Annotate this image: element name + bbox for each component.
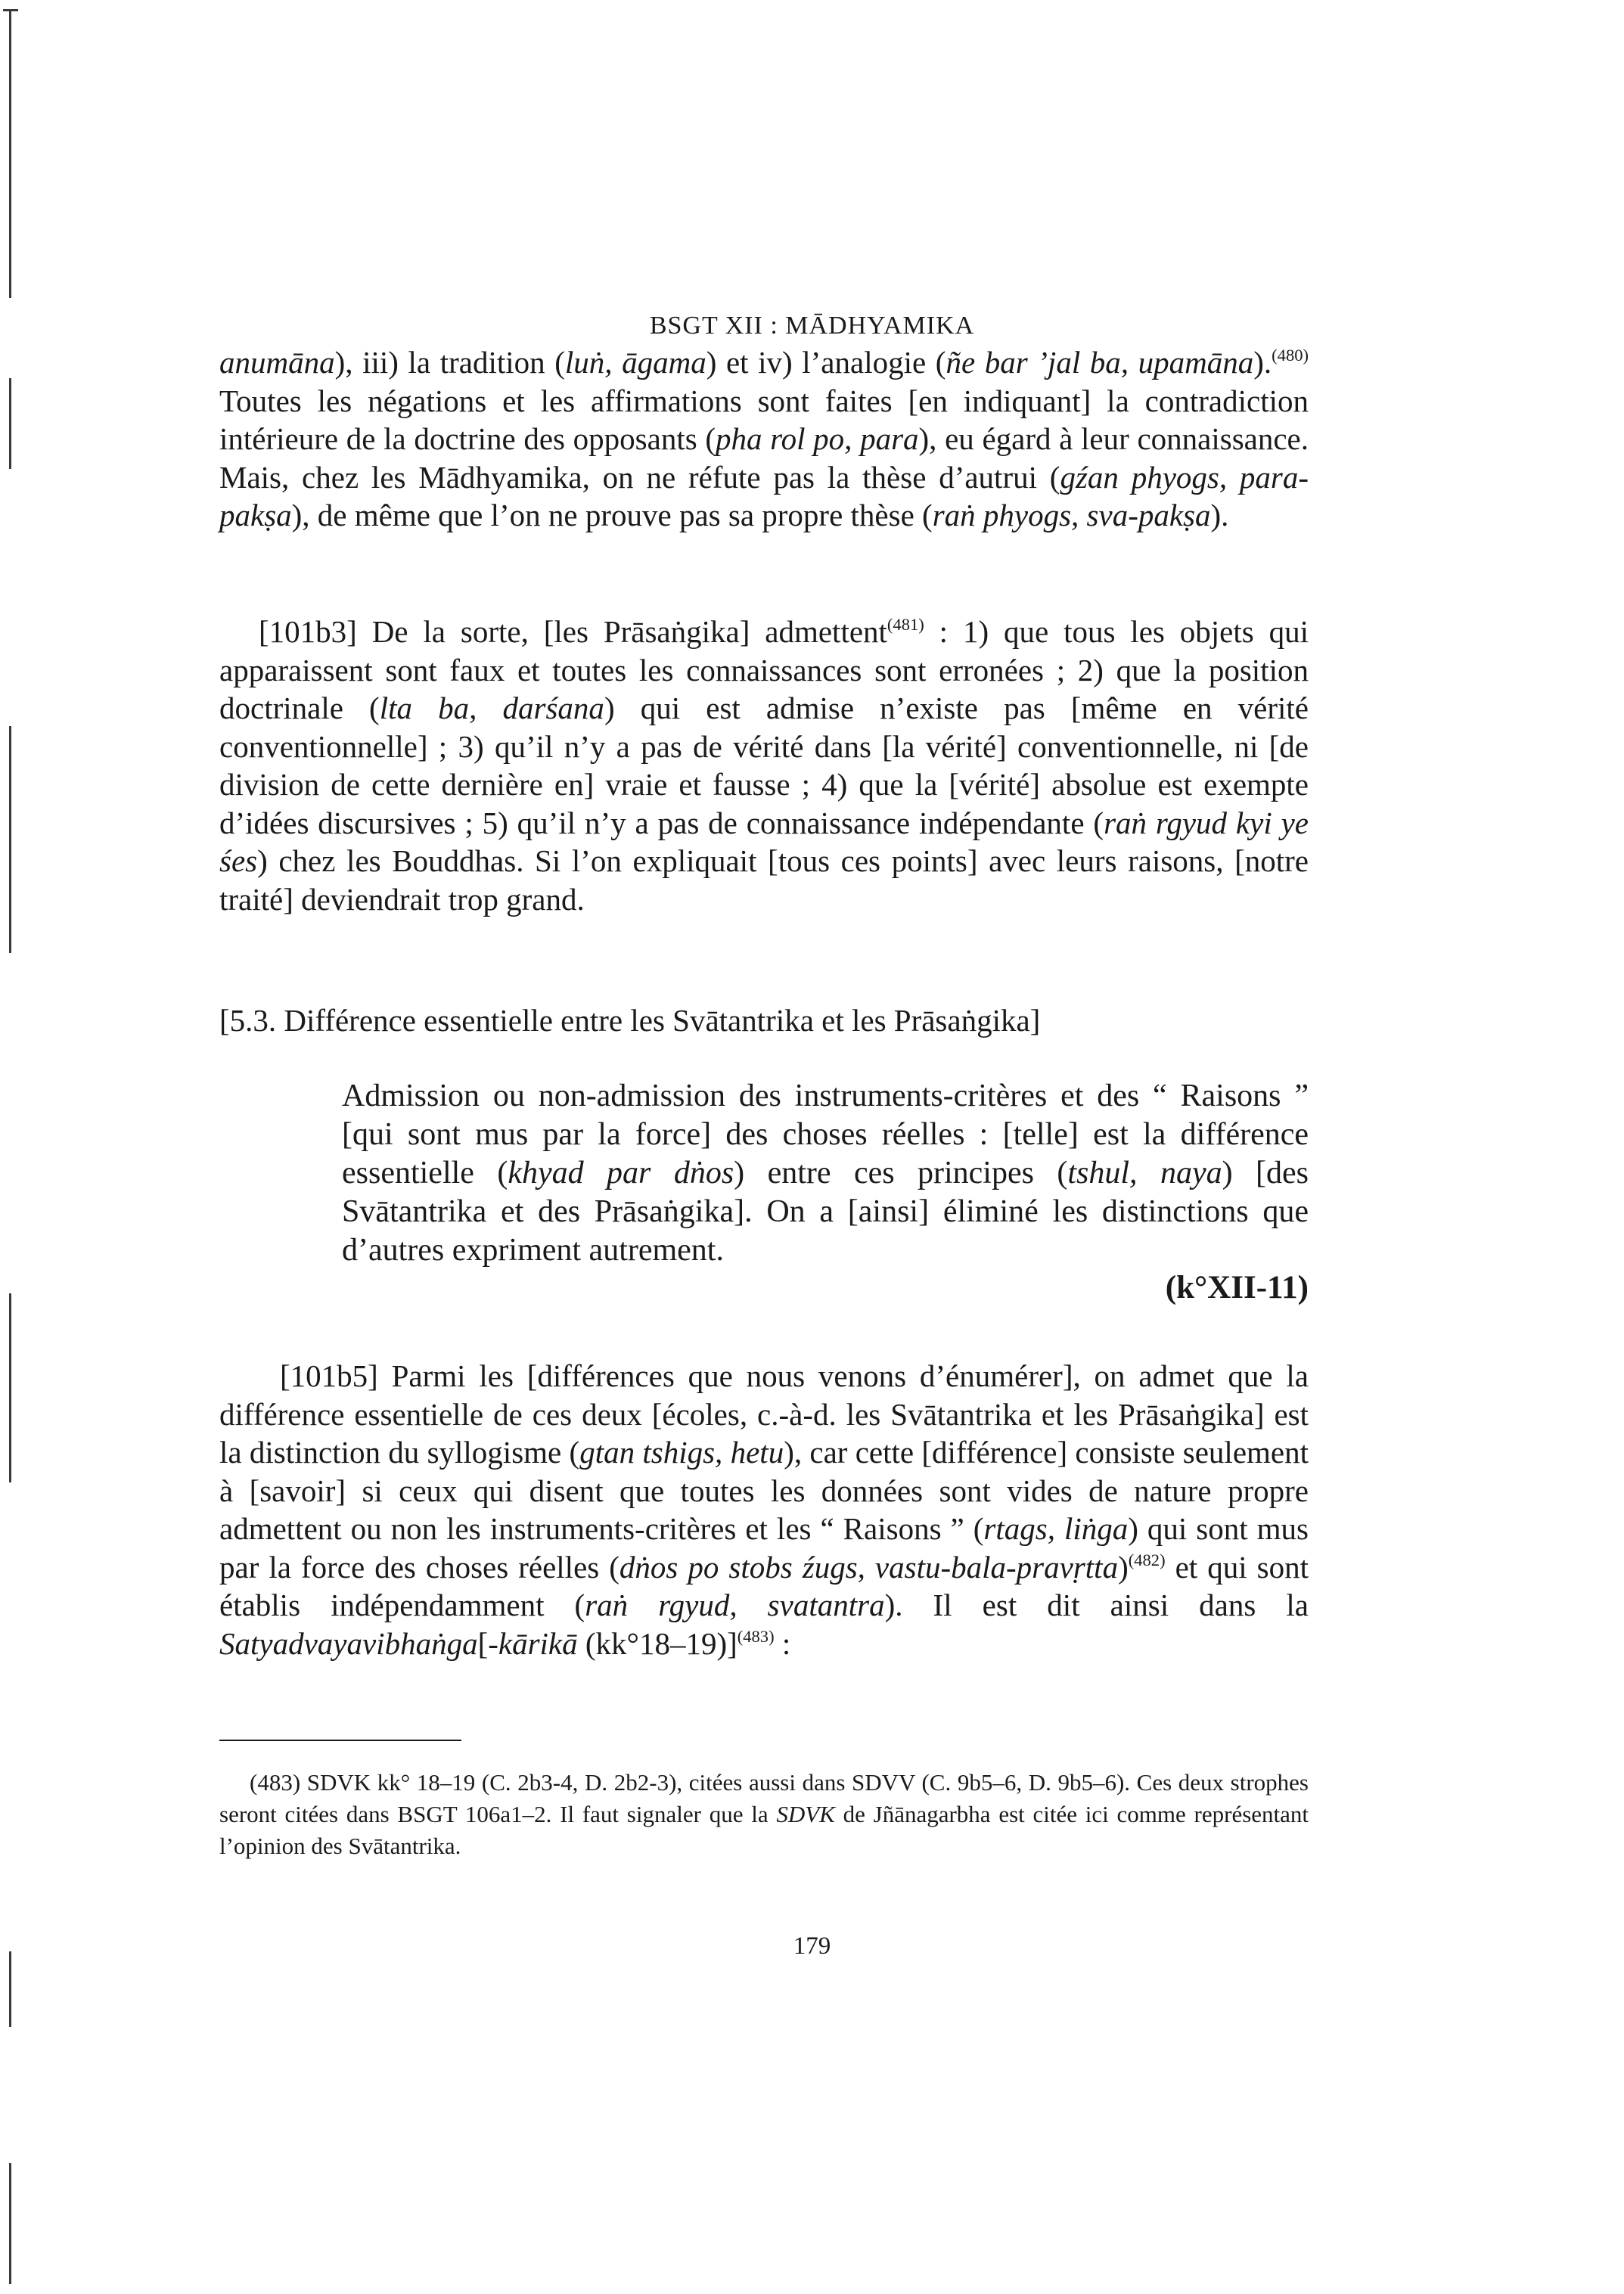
page-edge-line xyxy=(9,378,11,469)
italic-term: gźan phyogs, para-pakṣa xyxy=(219,459,1309,532)
running-head: BSGT XII : MĀDHYAMIKA xyxy=(649,312,975,340)
italic-term: pha rol po, para xyxy=(716,421,919,456)
text-run: ). Il est dit ainsi dans la xyxy=(884,1588,1309,1622)
footnote-483 xyxy=(219,1767,1309,1862)
text-run: ) [des Svātantrika et des Prāsaṅgika]. On a [ainsi] éliminé les distinctions que d’autres expriment autrement. xyxy=(342,1156,1309,1268)
text-run: [101b3] De la sorte, [les Prāsaṅgika] admettent xyxy=(259,614,887,649)
text-run: ) chez les Bouddhas. Si l’on expliquait [tous ces points] avec leurs raisons, [notre traité] deviendrait trop grand. xyxy=(219,843,1309,917)
text-run: [- xyxy=(477,1625,498,1661)
italic-term: SDVK xyxy=(776,1801,835,1827)
paragraph-1 xyxy=(219,343,1309,535)
italic-term: tshul, naya xyxy=(1067,1156,1222,1190)
footnote-ref: (483) xyxy=(737,1626,775,1646)
paragraph-2 xyxy=(219,613,1309,918)
karika-verse xyxy=(342,1077,1309,1270)
italic-term: Satyadvayavibhaṅga xyxy=(219,1625,478,1661)
italic-term: rtags, liṅga xyxy=(983,1511,1129,1546)
karika-reference: (k°XII-11) xyxy=(1165,1270,1309,1305)
footnote-ref: (482) xyxy=(1128,1550,1166,1569)
text-run: (kk°18–19)] xyxy=(577,1625,737,1661)
text-run: ), car cette [différence] consiste seulement à [savoir] si ceux qui disent que toutes les données sont vides de nature propre admettent ou non les instruments-critères et les “ Raisons ” ( xyxy=(219,1435,1309,1546)
page-edge-line xyxy=(9,1293,11,1482)
italic-term: ñe bar ’jal ba, upamāna xyxy=(946,345,1254,380)
italic-term: dṅos po stobs źugs, vastu-bala-pravṛtta xyxy=(619,1549,1119,1585)
text-run: ), iii) la tradition ( xyxy=(334,345,565,380)
italic-term: gtan tshigs, hetu xyxy=(579,1435,784,1470)
footnote-ref: (480) xyxy=(1272,346,1309,365)
paragraph-3 xyxy=(219,1357,1309,1662)
text-run: de Jñānagarbha est citée ici comme représentant l’opinion des Svātantrika. xyxy=(219,1801,1309,1859)
italic-term: raṅ rgyud kyi ye śes xyxy=(219,805,1309,878)
italic-term: raṅ phyogs, sva-pakṣa xyxy=(932,498,1211,532)
text-run: ), eu égard à leur connaissance. Mais, chez les Mādhyamika, on ne réfute pas la thèse d’autrui ( xyxy=(219,421,1309,495)
italic-term: kārikā xyxy=(498,1625,578,1661)
text-run: : xyxy=(774,1625,791,1661)
text-run: ) entre ces principes ( xyxy=(734,1156,1068,1190)
section-heading: [5.3. Différence essentielle entre les Svātantrika et les Prāsaṅgika] xyxy=(219,1003,1041,1038)
footnote-ref: (481) xyxy=(887,615,924,635)
text-run: ). xyxy=(1210,498,1229,532)
page-edge-line xyxy=(9,726,11,953)
text-run: ) et iv) l’analogie ( xyxy=(706,345,946,380)
footnote-divider xyxy=(219,1740,461,1741)
text-run: ), de même que l’on ne prouve pas sa propre thèse ( xyxy=(291,498,933,532)
italic-term: luṅ, āgama xyxy=(564,345,706,380)
text-run: (483) SDVK kk° 18–19 (C. 2b3-4, D. 2b2-3), citées aussi dans SDVV (C. 9b5–6, D. 9b5–6). Ces deux strophes seront citées dans BSGT 106a1–2. Il faut signaler que la xyxy=(219,1769,1309,1827)
text-run: et qui sont établis indépendamment ( xyxy=(219,1549,1309,1622)
page-edge-line xyxy=(9,11,11,298)
text-run: [101b5] Parmi les [différences que nous venons d’énumérer], on admet que la différence essentielle de ces deux [écoles, c.-à-d. les Svātantrika et les Prāsaṅgika] est la distinction du syllogisme ( xyxy=(219,1358,1309,1470)
text-run: Admission ou non-admission des instruments-critères et des “ Raisons ” [qui sont mus par la force] des choses réelles : [telle] est la différence essentielle ( xyxy=(342,1079,1309,1190)
page-number: 179 xyxy=(793,1932,831,1960)
italic-term: lta ba, darśana xyxy=(379,691,604,725)
text-run: : 1) que tous les objets qui apparaissent sont faux et toutes les connaissances sont erronées ; 2) que la position doctrinale ( xyxy=(219,614,1309,725)
text-run: ). xyxy=(1253,345,1272,380)
text-run: ) xyxy=(1118,1549,1129,1585)
italic-term: raṅ rgyud, svatantra xyxy=(585,1588,885,1622)
page-edge-line xyxy=(9,2163,11,2284)
italic-term: anumāna xyxy=(219,345,335,380)
text-run: ) qui est admise n’existe pas [même en vérité conventionnelle] ; 3) qu’il n’y a pas de vérité dans [la vérité] conventionnelle, ni [de division de cette dernière en] vraie et fausse ; 4) que la [vérité] absolue est exempte d’idées discursives ; 5) qu’il n’y a pas de connaissance indépendante ( xyxy=(219,691,1309,840)
text-run: ) qui sont mus par la force des choses réelles ( xyxy=(219,1511,1309,1585)
italic-term: khyad par dṅos xyxy=(508,1156,734,1190)
page-edge-line xyxy=(9,1951,11,2027)
text-run: Toutes les négations et les affirmations sont faites [en indiquant] la contradiction intérieure de la doctrine des opposants ( xyxy=(219,383,1309,456)
